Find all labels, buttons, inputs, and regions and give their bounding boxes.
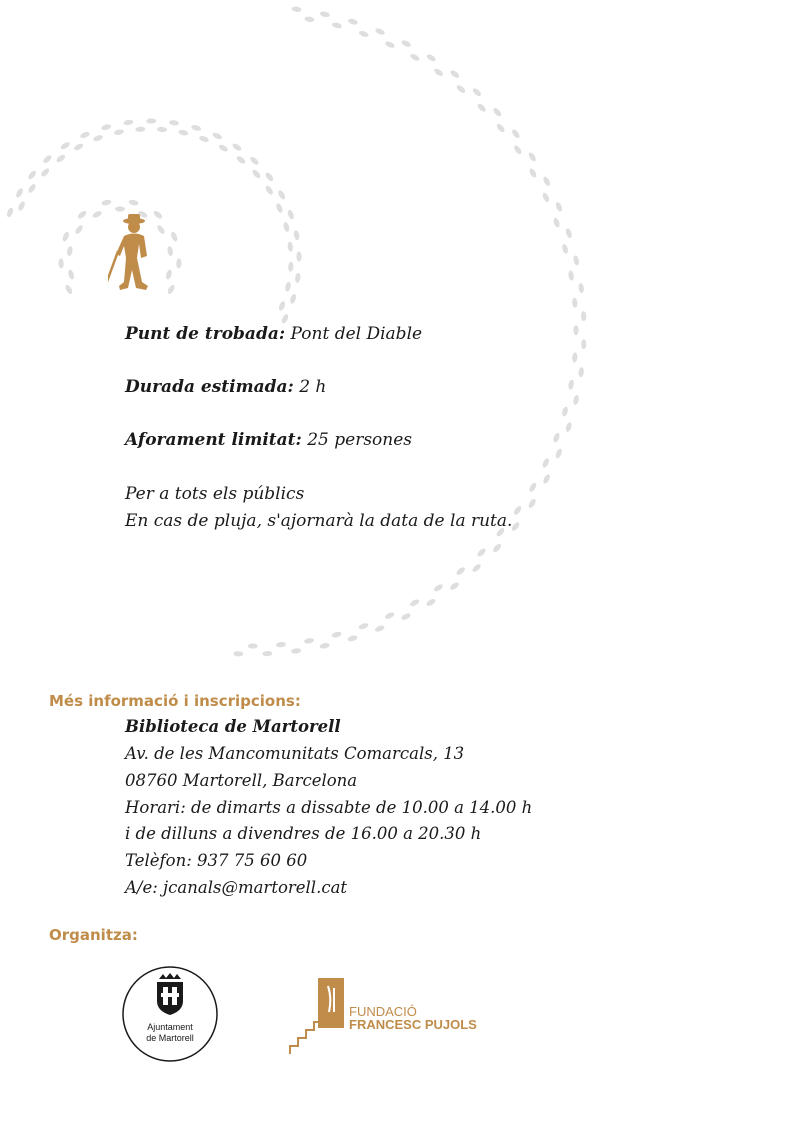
footprint-mark: [218, 143, 229, 152]
footprint-mark: [561, 243, 569, 254]
footprint-mark: [513, 144, 523, 155]
footprint-mark: [409, 53, 420, 62]
audience-text: Per a tots els públics: [125, 484, 305, 504]
footprint-mark: [565, 228, 573, 239]
footprint-mark: [331, 22, 342, 30]
footprint-mark: [17, 200, 26, 211]
organizer-heading: Organitza:: [49, 926, 138, 944]
meeting-label: Punt de trobada:: [125, 324, 286, 344]
footprint-mark: [568, 379, 575, 390]
footprint-mark: [6, 207, 14, 218]
footprint-mark: [55, 153, 66, 163]
footprint-mark: [541, 457, 550, 468]
footprint-mark: [113, 129, 124, 136]
footprint-mark: [572, 298, 578, 308]
footprint-mark: [528, 482, 538, 493]
footprint-mark: [233, 651, 243, 657]
meeting-value: Pont del Diable: [290, 324, 423, 344]
hours-line-1: Horari: de dimarts a dissabte de 10.00 a 14.00 h: [125, 798, 533, 817]
footprint-mark: [248, 643, 258, 648]
footprint-mark: [528, 167, 538, 178]
footprint-mark: [449, 581, 460, 591]
footprint-mark: [304, 16, 315, 23]
footprint-mark: [358, 30, 369, 38]
martorell-shield-icon: [121, 965, 219, 1063]
footprint-mark: [283, 221, 291, 232]
footprint-mark: [374, 27, 385, 36]
footprint-mark: [425, 598, 436, 608]
footprint-mark: [276, 642, 286, 648]
footprint-mark: [262, 651, 272, 657]
footprint-mark: [212, 132, 223, 141]
footprint-mark: [198, 135, 209, 143]
footprint-mark: [79, 131, 90, 140]
footprint-mark: [123, 119, 134, 126]
footprint-mark: [293, 230, 300, 241]
footprint-mark: [527, 498, 537, 509]
meeting-point: [125, 324, 422, 344]
footprint-mark: [572, 352, 578, 362]
footprint-mark: [278, 300, 287, 311]
footprint-mark: [561, 406, 569, 417]
footprint-mark: [170, 231, 179, 242]
footprint-mark: [165, 269, 173, 280]
footprint-mark: [64, 284, 74, 295]
footprint-mark: [249, 156, 260, 167]
footprint-mark: [295, 273, 302, 284]
footprint-mark: [27, 183, 37, 194]
logo1-line1: Ajuntament: [147, 1022, 193, 1032]
footprint-mark: [552, 217, 560, 228]
footprint-mark: [455, 566, 466, 576]
footprint-mark: [492, 107, 503, 118]
hours-line-2: i de dilluns a divendres de 16.00 a 20.30 h: [125, 824, 482, 843]
footprint-mark: [231, 142, 242, 152]
footprint-mark: [426, 53, 437, 63]
footprint-mark: [401, 39, 412, 48]
footprint-mark: [319, 11, 330, 18]
footprint-mark: [27, 169, 37, 180]
footprint-mark: [578, 367, 584, 378]
footprint-mark: [264, 171, 274, 182]
venue-name: Biblioteca de Martorell: [125, 717, 341, 736]
footprint-mark: [60, 141, 71, 151]
footprint-mark: [476, 102, 487, 113]
footprint-mark: [73, 142, 84, 151]
duration-label: Durada estimada:: [125, 377, 294, 397]
footprint-mark: [433, 583, 444, 593]
footprint-mark: [128, 199, 139, 206]
footprint-mark: [296, 251, 301, 261]
footprint-mark: [77, 210, 88, 220]
footprint-mark: [101, 199, 112, 206]
footprint-mark: [42, 154, 53, 165]
footprint-mark: [115, 206, 125, 211]
footprint-mark: [455, 84, 466, 94]
footprint-mark: [101, 123, 112, 131]
footprint-mark: [135, 126, 145, 132]
address: Av. de les Mancomunitats Comarcals, 13: [125, 744, 465, 763]
footprint-mark: [384, 40, 395, 49]
footprint-mark: [554, 448, 563, 459]
footprint-mark: [289, 293, 297, 304]
footprint-mark: [287, 209, 295, 220]
footprint-mark: [287, 241, 293, 252]
footprint-mark: [492, 543, 503, 554]
footprint-mark: [471, 87, 482, 98]
footprint-mark: [511, 128, 521, 139]
footprint-mark: [495, 123, 505, 134]
footprint-mark: [176, 258, 182, 268]
city: 08760 Martorell, Barcelona: [125, 771, 358, 790]
duration-value: 2 h: [299, 377, 327, 397]
footprint-mark: [67, 269, 75, 280]
duration: [125, 377, 326, 397]
footprint-mark: [527, 151, 537, 162]
footprint-mark: [91, 210, 102, 219]
footprint-mark: [169, 119, 180, 126]
footprint-mark: [93, 134, 104, 142]
footprint-mark: [542, 473, 551, 484]
footprint-mark: [167, 246, 174, 257]
footprint-mark: [280, 313, 289, 324]
footprint-mark: [384, 611, 395, 620]
footprint-mark: [476, 547, 487, 558]
footprint-mark: [74, 224, 84, 235]
capacity-label: Aforament limitat:: [125, 430, 302, 450]
footprint-mark: [449, 69, 460, 79]
footprint-mark: [573, 255, 580, 266]
footprint-mark: [471, 563, 482, 574]
footprint-mark: [157, 127, 167, 133]
footprint-mark: [358, 622, 369, 630]
footprint-mark: [581, 311, 587, 321]
footprint-mark: [555, 201, 564, 212]
footprint-mark: [275, 202, 284, 213]
logo2-line1: FUNDACIÓ: [349, 1004, 417, 1019]
footprint-mark: [331, 631, 342, 639]
logo1-line2: de Martorell: [146, 1033, 194, 1043]
footprint-mark: [581, 339, 587, 349]
footprint-mark: [284, 281, 291, 292]
footprint-mark: [58, 258, 64, 268]
footprint-mark: [568, 270, 575, 281]
footprint-mark: [409, 598, 420, 607]
footprint-mark: [288, 262, 294, 272]
footprint-mark: [235, 155, 246, 165]
footprint-mark: [578, 283, 584, 294]
info-heading: Més informació i inscripcions:: [49, 692, 301, 710]
footprint-mark: [572, 394, 579, 405]
footprint-mark: [40, 167, 51, 178]
footprint-mark: [277, 189, 286, 200]
footprint-mark: [15, 187, 25, 198]
footprint-mark: [542, 176, 551, 187]
footprint-mark: [347, 18, 358, 26]
footprint-mark: [146, 118, 156, 123]
footprint-mark: [374, 624, 385, 633]
footprint-mark: [433, 67, 444, 77]
footprint-mark: [347, 634, 358, 642]
footprint-mark: [565, 422, 573, 433]
footprint-mark: [552, 432, 560, 443]
phone: Telèfon: 937 75 60 60: [125, 851, 308, 870]
footprint-mark: [61, 231, 70, 242]
hiker-icon: [108, 212, 160, 292]
logo2-line2: FRANCESC PUJOLS: [349, 1017, 477, 1032]
footprint-mark: [191, 124, 202, 132]
capacity: [125, 430, 412, 450]
footprint-mark: [166, 284, 176, 295]
footprint-mark: [573, 325, 578, 335]
capacity-value: 25 persones: [307, 430, 413, 450]
footprint-mark: [304, 637, 315, 644]
footprint-mark: [541, 192, 550, 203]
footprint-mark: [66, 246, 73, 257]
footprint-mark: [291, 6, 302, 13]
footprint-mark: [251, 169, 262, 180]
footprint-mark: [264, 185, 274, 196]
footprint-mark: [513, 505, 523, 516]
footprint-mark: [291, 648, 302, 654]
email-link[interactable]: A/e: jcanals@martorell.cat: [125, 878, 348, 897]
footprint-mark: [400, 612, 411, 621]
footprint-mark: [178, 129, 189, 136]
rain-note: En cas de pluja, s'ajornarà la data de la ruta.: [125, 511, 513, 531]
footprint-mark: [319, 642, 330, 649]
